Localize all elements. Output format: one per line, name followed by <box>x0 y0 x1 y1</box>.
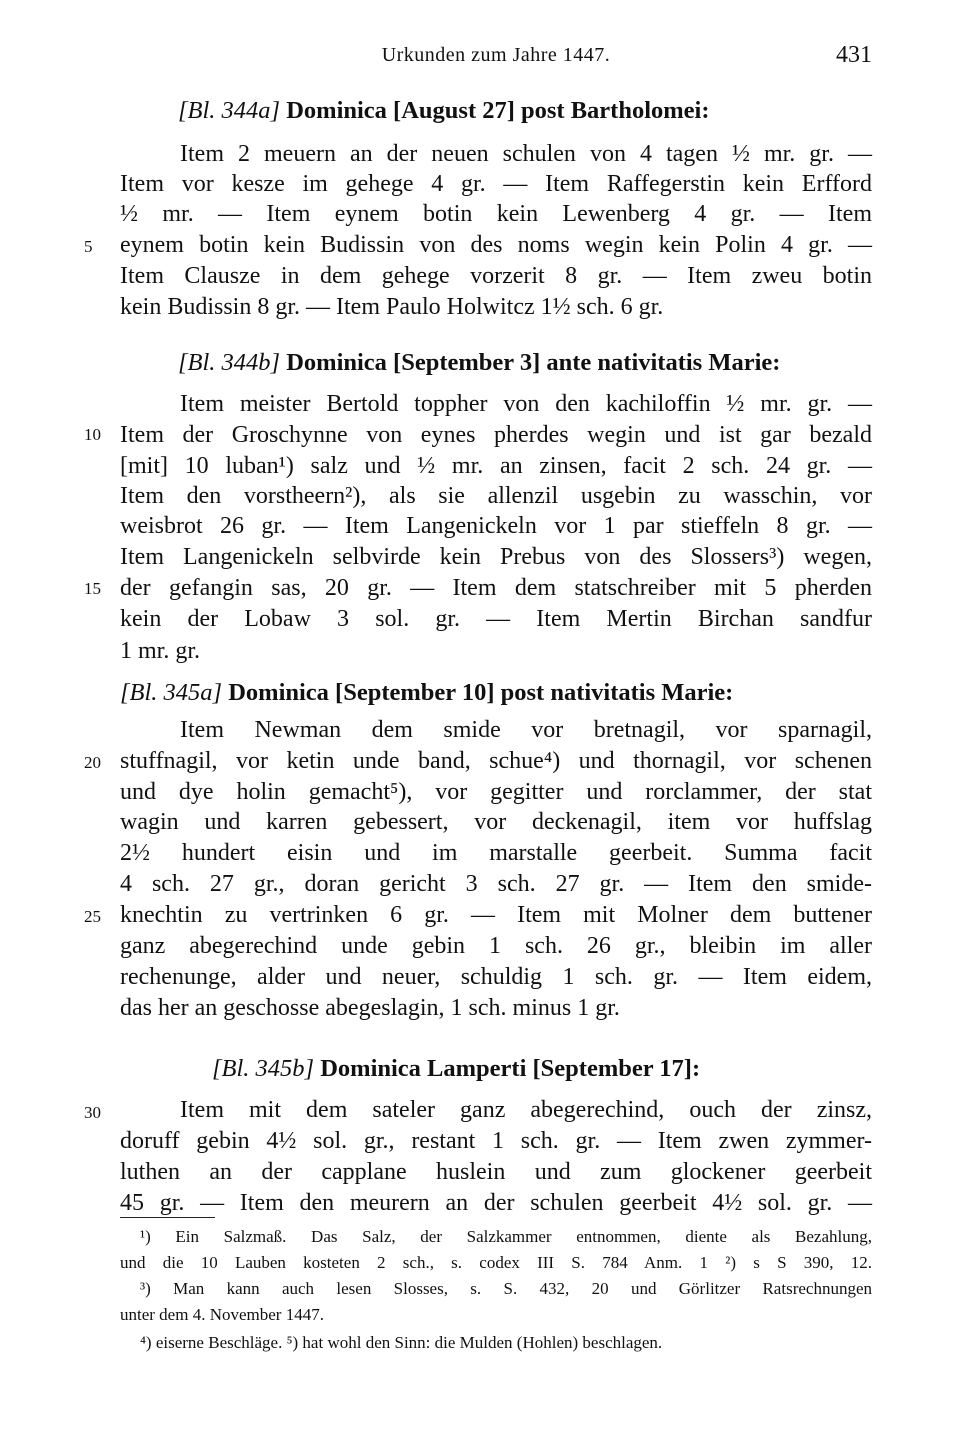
folio-ref: [Bl. 345b] <box>212 1055 315 1082</box>
page-header <box>120 44 872 80</box>
text-line: 4 sch. 27 gr., doran gericht 3 sch. 27 gr. — Item den smide- <box>120 871 872 897</box>
footnote: ¹) Ein Salzmaß. Das Salz, der Salzkammer entnommen, diente als Bezahlung, <box>140 1227 872 1246</box>
text-line: doruff gebin 4½ sol. gr., restant 1 sch. gr. — Item zwen zymmer- <box>120 1128 872 1154</box>
margin-line-number: 20 <box>84 753 101 772</box>
text-line: Item vor kesze im gehege 4 gr. — Item Raffegerstin kein Erfford <box>120 171 872 197</box>
folio-ref: [Bl. 344b] <box>178 349 281 376</box>
heading-text: Dominica [September 10] post nativitatis Marie: <box>222 679 734 706</box>
folio-ref: [Bl. 345a] <box>120 679 223 706</box>
text-line: kein der Lobaw 3 sol. gr. — Item Mertin Birchan sandfur <box>120 606 872 632</box>
text-line: Item mit dem sateler ganz abegerechind, ouch der zinsz, <box>180 1097 872 1123</box>
running-title: Urkunden zum Jahre 1447. <box>381 44 611 66</box>
footnote: unter dem 4. November 1447. <box>120 1305 324 1324</box>
text-line: Item Newman dem smide vor bretnagil, vor sparnagil, <box>180 717 872 743</box>
margin-line-number: 15 <box>84 579 101 598</box>
text-line: weisbrot 26 gr. — Item Langenickeln vor 1 par stieffeln 8 gr. — <box>120 513 872 539</box>
text-line: stuffnagil, vor ketin unde band, schue⁴) und thornagil, vor schenen <box>120 748 872 774</box>
footnote: ⁴) eiserne Beschläge. ⁵) hat wohl den Sinn: die Mulden (Hohlen) beschlagen. <box>140 1333 663 1352</box>
margin-line-number: 30 <box>84 1103 101 1122</box>
text-line: ganz abegerechind unde gebin 1 sch. 26 gr., bleibin im aller <box>120 933 872 959</box>
text-line: Item den vorstheern²), als sie allenzil usgebin zu wasschin, vor <box>120 483 872 509</box>
text-line: 45 gr. — Item den meurern an der schulen geerbeit 4½ sol. gr. — <box>120 1190 872 1216</box>
entry-heading-344a <box>178 96 872 126</box>
footnote: ³) Man kann auch lesen Slosses, s. S. 432, 20 und Görlitzer Ratsrechnungen <box>140 1279 872 1298</box>
text-line: [mit] 10 luban¹) salz und ½ mr. an zinsen, facit 2 sch. 24 gr. — <box>120 453 872 479</box>
margin-line-number: 5 <box>84 237 93 256</box>
entry-heading-344b <box>178 348 872 378</box>
text-line: 1 mr. gr. <box>120 638 201 664</box>
entry-heading-345b <box>212 1054 872 1084</box>
text-line: Item der Groschynne von eynes pherdes wegin und ist gar bezald <box>120 422 872 448</box>
margin-line-number: 10 <box>84 425 101 444</box>
page-number: 431 <box>836 42 872 68</box>
text-line: knechtin zu vertrinken 6 gr. — Item mit Molner dem buttener <box>120 902 872 928</box>
text-line: rechenunge, alder und neuer, schuldig 1 sch. gr. — Item eidem, <box>120 964 872 990</box>
text-line: luthen an der capplane huslein und zum glockener geerbeit <box>120 1159 872 1185</box>
text-line: Item Langenickeln selbvirde kein Prebus von des Slossers³) wegen, <box>120 544 872 570</box>
text-line: der gefangin sas, 20 gr. — Item dem statschreiber mit 5 pherden <box>120 575 872 601</box>
heading-text: Dominica [August 27] post Bartholomei: <box>280 97 710 124</box>
text-line: ½ mr. — Item eynem botin kein Lewenberg 4 gr. — Item <box>120 201 872 227</box>
text-line: Item meister Bertold toppher von den kachiloffin ½ mr. gr. — <box>180 391 872 417</box>
footnote: und die 10 Lauben kosteten 2 sch., s. codex III S. 784 Anm. 1 ²) s S 390, 12. <box>120 1253 872 1272</box>
text-line: Item Clausze in dem gehege vorzerit 8 gr. — Item zweu botin <box>120 263 872 289</box>
folio-ref: [Bl. 344a] <box>178 97 281 124</box>
text-line: Item 2 meuern an der neuen schulen von 4 tagen ½ mr. gr. — <box>180 141 872 167</box>
text-line: wagin und karren gebessert, vor deckenagil, item vor huffslag <box>120 809 872 835</box>
entry-heading-345a <box>120 678 872 708</box>
text-line: eynem botin kein Budissin von des noms wegin kein Polin 4 gr. — <box>120 232 872 258</box>
footnote-rule <box>120 1217 215 1218</box>
text-line: 2½ hundert eisin und im marstalle geerbeit. Summa facit <box>120 840 872 866</box>
heading-text: Dominica [September 3] ante nativitatis Marie: <box>280 349 781 376</box>
text-line: und dye holin gemacht⁵), vor gegitter und rorclammer, der stat <box>120 779 872 805</box>
text-line: das her an geschosse abegeslagin, 1 sch. minus 1 gr. <box>120 995 620 1021</box>
text-line: kein Budissin 8 gr. — Item Paulo Holwitcz 1½ sch. 6 gr. <box>120 294 664 320</box>
margin-line-number: 25 <box>84 907 101 926</box>
heading-text: Dominica Lamperti [September 17]: <box>314 1055 701 1082</box>
